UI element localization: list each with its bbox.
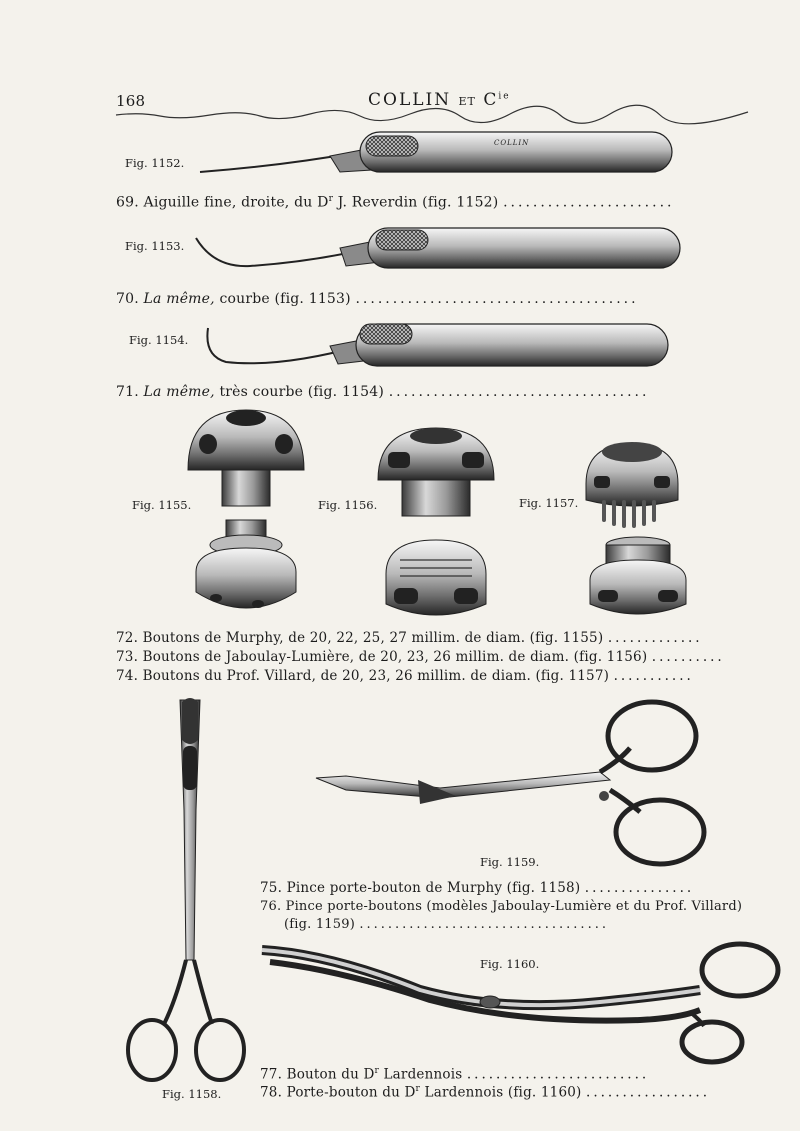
murphy-button bbox=[188, 410, 304, 608]
item-text-rest: Lardennois bbox=[379, 1066, 463, 1083]
catalog-item-75 bbox=[260, 880, 694, 896]
reverdin-needle-curved bbox=[196, 228, 680, 268]
item-text: Boutons de Murphy, de 20, 22, 25, 27 millim. de diam. (fig. 1155) bbox=[142, 630, 604, 646]
leader-dots: ................................... bbox=[388, 384, 650, 400]
item-number: 74. bbox=[116, 668, 139, 684]
item-italic: La même, bbox=[143, 291, 215, 307]
villard-button bbox=[586, 442, 686, 614]
catalog-item-77 bbox=[260, 1066, 649, 1083]
instrument-stamp: COLLIN bbox=[494, 139, 530, 147]
item-number: 75. bbox=[260, 880, 283, 896]
leader-dots: ......................... bbox=[466, 1066, 650, 1083]
header-cie-sup: ie bbox=[498, 91, 511, 102]
jaboulay-villard-forceps bbox=[316, 702, 704, 864]
item-italic: La même, bbox=[143, 384, 215, 400]
item-number: 76. bbox=[260, 899, 282, 914]
caption-fig-1152: Fig. 1152. bbox=[125, 156, 185, 170]
item-sup: r bbox=[328, 194, 334, 204]
item-number: 71. bbox=[116, 384, 139, 400]
item-text: (fig. 1159) bbox=[284, 917, 355, 932]
item-number: 70. bbox=[116, 291, 139, 307]
catalog-item-78 bbox=[260, 1084, 710, 1101]
item-number: 72. bbox=[116, 630, 139, 646]
item-text-rest: Lardennois (fig. 1160) bbox=[420, 1084, 582, 1101]
item-sup: r bbox=[374, 1066, 380, 1076]
item-text: courbe (fig. 1153) bbox=[214, 291, 351, 307]
item-text: Bouton du D bbox=[286, 1066, 375, 1083]
catalog-item-72 bbox=[116, 630, 703, 646]
leader-dots: ........... bbox=[613, 668, 694, 684]
caption-fig-1160: Fig. 1160. bbox=[480, 957, 540, 971]
reverdin-needle-straight bbox=[200, 132, 672, 172]
item-text: Aiguille fine, droite, du D bbox=[143, 194, 329, 211]
catalog-item-69 bbox=[116, 194, 674, 211]
item-text: Pince porte-boutons (modèles Jaboulay-Lumière et du Prof. Villard) bbox=[285, 899, 743, 914]
item-text: Boutons de Jaboulay-Lumière, de 20, 23, 26 millim. de diam. (fig. 1156) bbox=[142, 649, 648, 665]
caption-fig-1157: Fig. 1157. bbox=[519, 496, 579, 510]
header-et: ET bbox=[458, 95, 476, 108]
caption-fig-1156: Fig. 1156. bbox=[318, 498, 378, 512]
item-text: Pince porte-bouton de Murphy (fig. 1158) bbox=[286, 880, 581, 896]
item-text: très courbe (fig. 1154) bbox=[214, 384, 385, 400]
header-cie: C bbox=[483, 90, 499, 110]
leader-dots: ....................... bbox=[503, 194, 675, 211]
murphy-button-forceps bbox=[128, 698, 244, 1080]
catalog-item-76 bbox=[260, 899, 742, 914]
caption-fig-1158: Fig. 1158. bbox=[162, 1087, 222, 1101]
item-text: Boutons du Prof. Villard, de 20, 23, 26 millim. de diam. (fig. 1157) bbox=[142, 668, 610, 684]
page-number: 168 bbox=[116, 92, 146, 110]
item-number: 78. bbox=[260, 1084, 283, 1101]
item-text-rest: J. Reverdin (fig. 1152) bbox=[333, 194, 499, 211]
caption-fig-1154: Fig. 1154. bbox=[129, 333, 189, 347]
leader-dots: ................................... bbox=[359, 917, 609, 932]
caption-fig-1159: Fig. 1159. bbox=[480, 855, 540, 869]
catalog-item-71 bbox=[116, 384, 649, 400]
catalog-item-70 bbox=[116, 291, 639, 307]
header-rule bbox=[116, 105, 748, 124]
leader-dots: ................. bbox=[586, 1084, 710, 1101]
item-sup: r bbox=[415, 1084, 421, 1094]
jaboulay-lumiere-button bbox=[378, 428, 494, 615]
reverdin-needle-very-curved bbox=[207, 324, 668, 366]
caption-fig-1155: Fig. 1155. bbox=[132, 498, 192, 512]
caption-fig-1153: Fig. 1153. bbox=[125, 239, 185, 253]
leader-dots: ............... bbox=[584, 880, 695, 896]
catalog-item-73 bbox=[116, 649, 725, 665]
catalog-item-76-line2 bbox=[284, 917, 609, 932]
item-number: 69. bbox=[116, 194, 139, 211]
catalog-item-74 bbox=[116, 668, 694, 684]
leader-dots: ...................................... bbox=[355, 291, 639, 307]
leader-dots: ............. bbox=[607, 630, 703, 646]
header-collin: COLLIN bbox=[368, 90, 452, 110]
item-number: 77. bbox=[260, 1066, 283, 1083]
item-text: Porte-bouton du D bbox=[286, 1084, 416, 1101]
leader-dots: .......... bbox=[651, 649, 725, 665]
item-number: 73. bbox=[116, 649, 139, 665]
